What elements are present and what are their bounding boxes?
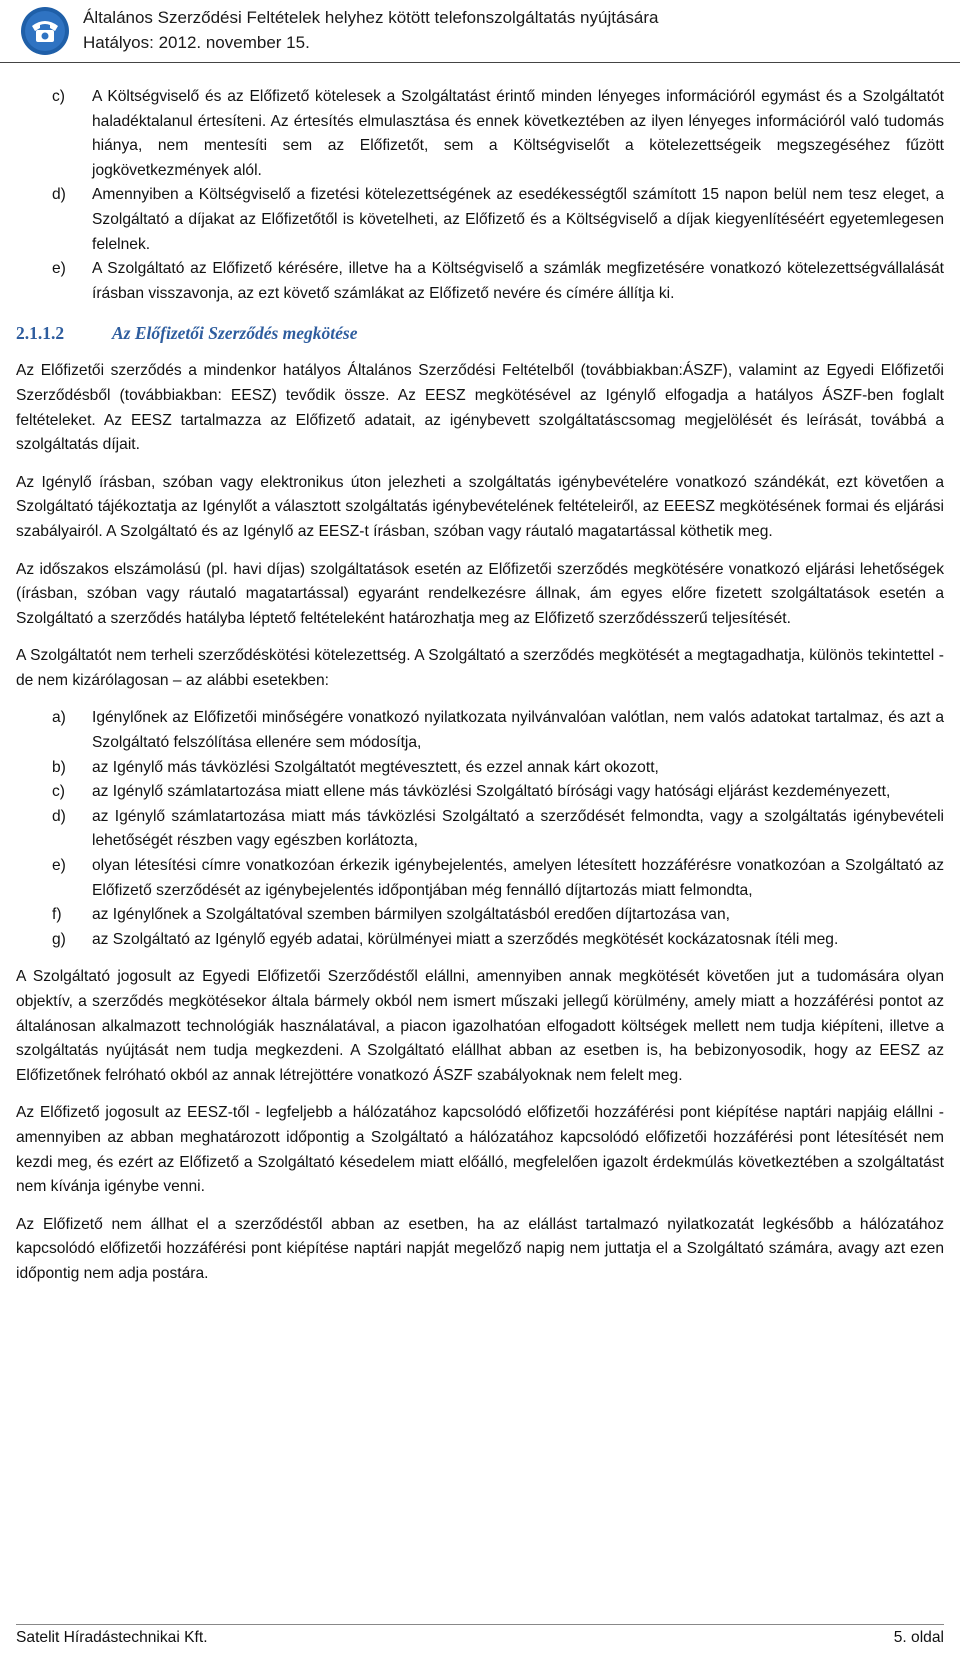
list-item-label: f) xyxy=(52,906,62,924)
list-item-text: az Igénylő számlatartozása miatt más távközlési Szolgáltató a szerződését felmondta, vagy a szolgáltatás igénybevételi lehetőségét részben vagy egészben korlátozta, xyxy=(92,807,944,850)
list-item-label: a) xyxy=(52,709,66,727)
refusal-list xyxy=(16,706,944,952)
document-body xyxy=(16,85,944,1300)
list-item-text: A Szolgáltató az Előfizető kérésére, illetve ha a Költségviselő a számlák megfizetésére vonatkozó kötelezettségvállalását írásban visszavonja, az ezt követő számlákat az Előfizető nevére és címére állítja ki. xyxy=(92,260,944,302)
list-item xyxy=(16,928,944,953)
paragraph: A Szolgáltatót nem terheli szerződéskötési kötelezettség. A Szolgáltató a szerződés megkötését a megtagadhatja, különös tekintettel - de nem kizárólagosan – az alábbi esetekben: xyxy=(16,647,944,689)
paragraph: Az Előfizető nem állhat el a szerződéstől abban az esetben, ha az elállást tartalmazó nyilatkozatát legkésőbb a hálózatához kapcsolódó előfizetői hozzáférési pont kiépítése naptári napját megelőző napig nem juttatja el a Szolgáltató számára, avagy azt ezen időpontig nem adja postára. xyxy=(16,1215,944,1282)
list-item-text: A Költségviselő és az Előfizető kötelesek a Szolgáltatást érintő minden lényeges információról egymást és a Szolgáltatót haladéktalanul értesíteni. Az értesítés elmulasztása és ennek következtében az ilyen lényeges információról való tudomás hiánya, nem mentesíti sem az Előfizetőt, sem a Költségviselőt a kötelezettségeik megszegéséhez fűzött jogkövetkezmények alól. xyxy=(92,88,944,179)
document-title: Általános Szerződési Feltételek helyhez kötött telefonszolgáltatás nyújtására xyxy=(83,8,659,27)
footer-divider xyxy=(16,1624,944,1625)
telephone-icon xyxy=(20,6,70,56)
page-number: 5. oldal xyxy=(893,1629,944,1646)
list-top xyxy=(16,85,944,306)
list-item-label: d) xyxy=(52,807,66,825)
list-item-label: e) xyxy=(52,260,66,278)
paragraph: Az Előfizető jogosult az EESZ-től - legfeljebb a hálózatához kapcsolódó előfizetői hozzáférési pont kiépítése naptári napjáig elállni - amennyiben az abban meghatározott időpontig a Szolgáltató a hálózatához kapcsolódó előfizetői hozzáférési pont létesítését nem kezdi meg, és ezért az Előfizető a Szolgáltató késedelem miatt előálló, megfelelően igazolt érdekmúlás következtében a szolgáltatást nem kívánja igénybe venni. xyxy=(16,1104,944,1196)
list-item xyxy=(16,706,944,755)
list-item-text: az Igénylőnek a Szolgáltatóval szemben bármilyen szolgáltatásból eredően díjtartozása van, xyxy=(92,906,730,924)
paragraph: Az Előfizetői szerződés a mindenkor hatályos Általános Szerződési Feltételből (továbbiakban:ÁSZF), valamint az Egyedi Előfizetői Szerződésből (továbbiakban: EESZ) tevődik össze. Az EESZ megkötésével az Igénylő elfogadja a hatályos ÁSZF-ben foglalt feltételeket. Az EESZ tartalmazza az Előfizető adatait, az igénybevett szolgáltatáscsomag megjelölését és leírását, továbbá a szolgáltatás díjait. xyxy=(16,362,944,454)
list-item-text: az Igénylő más távközlési Szolgáltatót megtévesztett, és ezzel annak kárt okozott, xyxy=(92,758,659,776)
list-item-text: az Igénylő számlatartozása miatt ellene más távközlési Szolgáltató bírósági vagy hatósági eljárást kezdeményezett, xyxy=(92,783,891,801)
section-title: Az Előfizetői Szerződés megkötése xyxy=(112,323,358,344)
paragraph: A Szolgáltató jogosult az Egyedi Előfizetői Szerződéstől elállni, amennyiben annak megkötését követően jut a tudomására olyan objektív, a szerződés megkötésekor általa bármely okból nem ismert műszaki jellegű körülmény, amely miatt a hozzáférési pontot az általánosan alkalmazott technológiák használatával, a piacon igazolhatóan elfogadott költségek mellett nem tudja kiépíteni, illetve a szolgáltatás nyújtását nem tudja megkezdeni. A Szolgáltató elállhat abban az esetben is, ha bebizonyosodik, hogy az EESZ az Előfizetőnek felróható okból az annak létrejöttére vonatkozó ÁSZF szabályoknak nem felelt meg. xyxy=(16,968,944,1084)
list-item xyxy=(16,257,944,306)
list-item-label: c) xyxy=(52,88,65,105)
list-item-label: b) xyxy=(52,758,66,776)
list-item-text: Igénylőnek az Előfizetői minőségére vonatkozó nyilatkozata nyilvánvalóan valótlan, nem valós adatokat tartalmaz, és azt a Szolgáltató felszólítása ellenére sem módosítja, xyxy=(92,709,944,752)
list-item xyxy=(16,780,944,805)
list-item-label: e) xyxy=(52,857,66,875)
list-item-text: olyan létesítési címre vonatkozóan érkezik igénybejelentés, amelyen létesített hozzáférésre vonatkozóan a Szolgáltató az Előfizető szerződését az igénybejelentés időpontjában még fennálló díjtartozás miatt felmondta, xyxy=(92,857,944,899)
list-item xyxy=(16,756,944,781)
list-item xyxy=(16,854,944,903)
list-item xyxy=(16,805,944,854)
effective-date: Hatályos: 2012. november 15. xyxy=(83,33,310,52)
list-item-label: c) xyxy=(52,783,65,801)
list-item-label: g) xyxy=(52,930,66,948)
list-item-label: d) xyxy=(52,186,66,204)
page-header xyxy=(0,0,960,63)
paragraph: Az időszakos elszámolású (pl. havi díjas) szolgáltatások esetén az Előfizetői szerződés megkötésére vonatkozó eljárási lehetőségek (írásban, szóban vagy ráutaló magatartással) egyaránt rendelkezésre állnak, ám egyes előre fizetett szolgáltatások esetén a Szolgáltató a szerződés hatályba léptető feltételeként határozhatja meg az Előfizető szerződésszerű teljesítését. xyxy=(16,560,944,627)
section-heading xyxy=(16,321,944,345)
footer-company: Satelit Híradástechnikai Kft. xyxy=(16,1629,208,1646)
list-item xyxy=(16,903,944,928)
list-item xyxy=(16,183,944,257)
list-item-text: az Szolgáltató az Igénylő egyéb adatai, körülményei miatt a szerződés megkötését kockázatosnak ítéli meg. xyxy=(92,930,839,948)
paragraph: Az Igénylő írásban, szóban vagy elektronikus úton jelezheti a szolgáltatás igénybevételére vonatkozó szándékát, ezt követően a Szolgáltató tájékoztatja az Igénylőt a választott szolgáltatás igénybevételének feltételeiről, az EEESZ megkötésének formai és eljárási szabályairól. A Szolgáltató és az Igénylő az EESZ-t írásban, szóban vagy ráutaló magatartással köthetik meg. xyxy=(16,473,944,540)
section-number: 2.1.1.2 xyxy=(16,323,65,344)
list-item-text: Amennyiben a Költségviselő a fizetési kötelezettségének az esedékességtől számított 15 napon belül nem tesz eleget, a Szolgáltató a díjakat az Előfizetőtől is követelheti, az Előfizető és a Költségviselő a díjak kiegyenlítéséért egyetemlegesen felelnek. xyxy=(92,186,944,253)
list-item xyxy=(16,85,944,183)
